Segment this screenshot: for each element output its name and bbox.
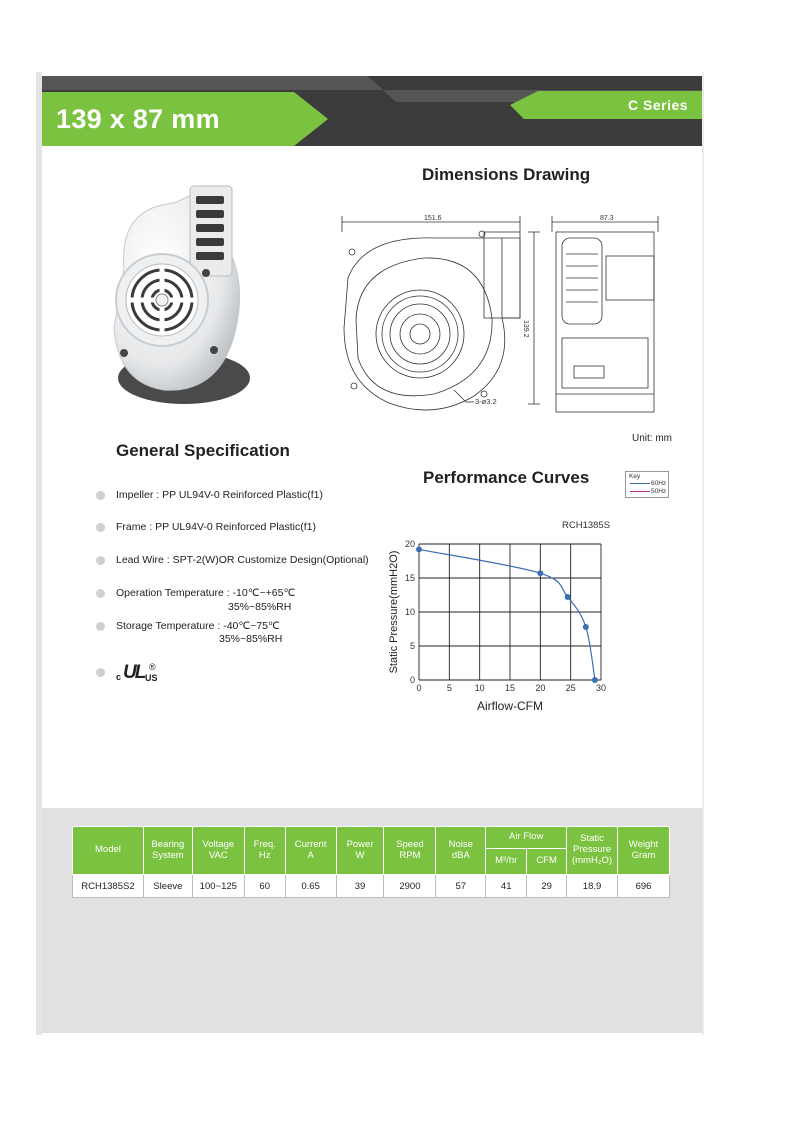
spec-item-lead-wire: Lead Wire : SPT-2(W)OR Customize Design(Optional) xyxy=(96,554,369,566)
key-60hz-label: 60Hz xyxy=(651,480,667,487)
chart-y-tick-label: 15 xyxy=(404,573,415,583)
cell-bearing: Sleeve xyxy=(143,875,192,898)
cell-airflow-cfm: 29 xyxy=(527,875,567,898)
spec-item-operation-temp: Operation Temperature : -10℃~+65℃ xyxy=(96,587,295,599)
chart-y-tick-label: 5 xyxy=(409,641,415,651)
col-model-header: Model xyxy=(73,827,144,875)
cell-voltage: 100~125 xyxy=(192,875,244,898)
chart-key-legend xyxy=(625,471,669,498)
col-current-header: Current A xyxy=(285,827,336,875)
spec-item-certification xyxy=(96,664,170,684)
col-bearing-header: Bearing System xyxy=(143,827,192,875)
dim-height-label: 139.2 xyxy=(522,320,529,338)
bullet-icon xyxy=(96,668,105,677)
col-voltage-header: Voltage VAC xyxy=(192,827,244,875)
chart-y-axis-label: Static Pressure(mmH2O) xyxy=(388,550,400,674)
header-band xyxy=(0,0,794,160)
cell-pressure: 18.9 xyxy=(567,875,618,898)
chart-x-tick-label: 5 xyxy=(446,683,452,693)
spec-storage-humidity: 35%~85%RH xyxy=(219,633,283,645)
key-50hz-swatch xyxy=(630,491,650,492)
bullet-icon xyxy=(96,622,105,631)
chart-x-tick-label: 20 xyxy=(535,683,546,693)
bullet-icon xyxy=(96,556,105,565)
performance-heading: Performance Curves xyxy=(423,468,590,487)
cell-airflow-m3: 41 xyxy=(486,875,527,898)
chart-x-tick-label: 15 xyxy=(504,683,516,693)
col-power-header: Power W xyxy=(336,827,384,875)
chart-x-tick-label: 30 xyxy=(595,683,607,693)
col-airflow-m3-header: M³/hr xyxy=(486,849,527,875)
dimensions-heading: Dimensions Drawing xyxy=(422,165,591,184)
col-noise-header: Noise dBA xyxy=(436,827,486,875)
chart-y-tick-label: 10 xyxy=(404,607,415,617)
col-freq-header: Freq. Hz xyxy=(244,827,285,875)
chart-x-tick-label: 25 xyxy=(565,683,576,693)
spec-value: PP UL94V-0 Reinforced Plastic(f1) xyxy=(162,489,324,501)
chart-x-axis-label: Airflow-CFM xyxy=(477,699,543,713)
key-50hz-label: 50Hz xyxy=(651,488,667,495)
spec-label: Operation Temperature xyxy=(116,587,224,599)
key-title: Key xyxy=(629,473,641,480)
spec-item-frame: Frame : PP UL94V-0 Reinforced Plastic(f1) xyxy=(96,521,316,533)
key-60hz-swatch xyxy=(630,483,650,484)
spec-table xyxy=(72,826,670,898)
cell-power: 39 xyxy=(336,875,384,898)
cell-current: 0.65 xyxy=(285,875,336,898)
spec-operation-humidity: 35%~85%RH xyxy=(228,601,292,613)
spec-label: Lead Wire xyxy=(116,554,164,566)
cell-speed: 2900 xyxy=(384,875,436,898)
cell-noise: 57 xyxy=(436,875,486,898)
bullet-icon xyxy=(96,491,105,500)
spec-value: PP UL94V-0 Reinforced Plastic(f1) xyxy=(155,521,316,533)
chart-x-tick-label: 10 xyxy=(474,683,485,693)
spec-heading: General Specification xyxy=(116,441,290,460)
spec-label: Storage Temperature xyxy=(116,620,215,632)
bullet-icon xyxy=(96,589,105,598)
col-speed-header: Speed RPM xyxy=(384,827,436,875)
col-airflow-cfm-header: CFM xyxy=(527,849,567,875)
spec-item-storage-temp: Storage Temperature : -40℃~75℃ xyxy=(96,620,280,632)
ul-certification-icon: c UL ® US xyxy=(116,662,158,683)
table-row xyxy=(73,875,670,898)
spec-value: -10℃~+65℃ xyxy=(232,587,296,599)
bullet-icon xyxy=(96,523,105,532)
page-title: 139 x 87 mm xyxy=(56,104,220,134)
blower-product-image xyxy=(104,178,254,414)
dim-depth-label: 87.3 xyxy=(600,215,614,222)
col-weight-header: Weight Gram xyxy=(618,827,670,875)
dim-hole-label: 3-ø3.2 xyxy=(475,397,497,406)
dimensions-drawing xyxy=(334,208,674,418)
col-airflow-header: Air Flow xyxy=(486,827,567,849)
unit-note: Unit: mm xyxy=(632,433,672,444)
chart-y-tick-label: 0 xyxy=(409,675,415,685)
spec-value: SPT-2(W)OR Customize Design(Optional) xyxy=(172,554,369,566)
spec-item-impeller: Impeller : PP UL94V-0 Reinforced Plastic(f1) xyxy=(96,489,323,501)
col-pressure-header: Static Pressure (mmH₂O) xyxy=(567,827,618,875)
chart-y-tick-label: 20 xyxy=(404,539,415,549)
dim-width-label: 151.6 xyxy=(424,215,442,222)
spec-value: -40℃~75℃ xyxy=(223,620,280,632)
spec-label: Frame xyxy=(116,521,147,533)
chart-model-label: RCH1385S xyxy=(562,520,611,531)
cell-model: RCH1385S2 xyxy=(73,875,144,898)
chart-x-tick-label: 0 xyxy=(416,683,422,693)
cell-weight: 696 xyxy=(618,875,670,898)
spec-label: Impeller xyxy=(116,489,154,501)
series-label: C Series xyxy=(628,97,689,113)
cell-freq: 60 xyxy=(244,875,285,898)
